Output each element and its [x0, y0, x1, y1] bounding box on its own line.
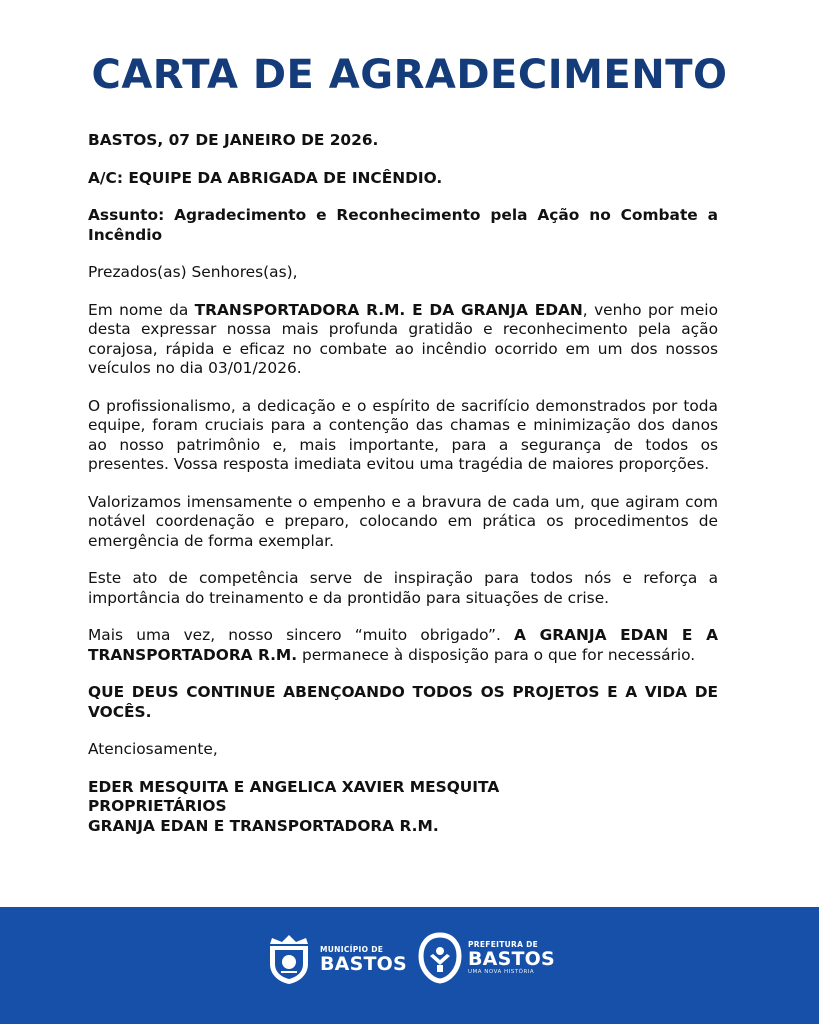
prefeitura-big-label: BASTOS [468, 948, 555, 970]
paragraph-3: Valorizamos imensamente o empenho e a bravura de cada um, que agiram com notável coordenação e preparo, colocando em prática os procedimentos de emergência de forma exemplar. [88, 492, 718, 550]
signature-names: EDER MESQUITA E ANGELICA XAVIER MESQUITA [88, 777, 500, 796]
letter-attention: A/C: EQUIPE DA ABRIGADA DE INCÊNDIO. [88, 168, 443, 187]
paragraph-4: Este ato de competência serve de inspiração para todos nós e reforça a importância do treinamento e da prontidão para situações de crise. [88, 569, 718, 607]
signature-companies: GRANJA EDAN E TRANSPORTADORA R.M. [88, 816, 439, 835]
paragraph-5-start: Mais uma vez, nosso sincero “muito obrigado”. [88, 626, 515, 644]
letter-greeting: Prezados(as) Senhores(as), [88, 263, 298, 281]
municipio-small-label: MUNICÍPIO DE [320, 944, 384, 954]
regards: Atenciosamente, [88, 740, 218, 758]
municipio-big-label: BASTOS [320, 952, 407, 975]
closing-blessing: QUE DEUS CONTINUE ABENÇOANDO TODOS OS PROJETOS E A VIDA DE VOCÊS. [88, 683, 718, 721]
signature-block [88, 778, 718, 837]
prefeitura-emblem-icon [418, 932, 462, 984]
paragraph-5 [88, 626, 718, 665]
logo-prefeitura [418, 932, 555, 984]
paragraph-2: O profissionalismo, a dedicação e o espírito de sacrifício demonstrados por toda equipe, foram cruciais para a contenção das chamas e minimização dos danos ao nosso patrimônio e, mais importante, para a segurança de todos os presentes. Vossa resposta imediata evitou uma tragédia de maiores proporções. [88, 396, 718, 473]
signature-role: PROPRIETÁRIOS [88, 797, 227, 815]
footer-bar [0, 907, 819, 1024]
paragraph-1-start: Em nome da [88, 300, 195, 319]
letter-subject: Assunto: Agradecimento e Reconhecimento pela Ação no Combate a Incêndio [88, 206, 718, 244]
paragraph-1-end: , venho por meio desta expressar nossa mais profunda gratidão e reconhecimento pela ação corajosa, rápida e eficaz no combate ao incêndio ocorrido em um dos nossos veículos no dia 03/01/2026. [88, 300, 718, 377]
letter-body [88, 131, 718, 836]
prefeitura-small-label: PREFEITURA DE [468, 940, 539, 949]
logo-municipio [264, 932, 407, 986]
paragraph-5-end: permanece à disposição para o que for necessário. [297, 645, 696, 664]
page-title: CARTA DE AGRADECIMENTO [91, 52, 728, 98]
letter-date: BASTOS, 07 DE JANEIRO DE 2026. [88, 131, 379, 149]
paragraph-1 [88, 301, 718, 379]
prefeitura-tagline: UMA NOVA HISTÓRIA [468, 969, 535, 975]
city-crest-icon [264, 932, 314, 986]
paragraph-5-bold: A GRANJA EDAN E A TRANSPORTADORA R.M. [88, 626, 718, 664]
paragraph-1-bold: TRANSPORTADORA R.M. E DA GRANJA EDAN [194, 300, 583, 319]
